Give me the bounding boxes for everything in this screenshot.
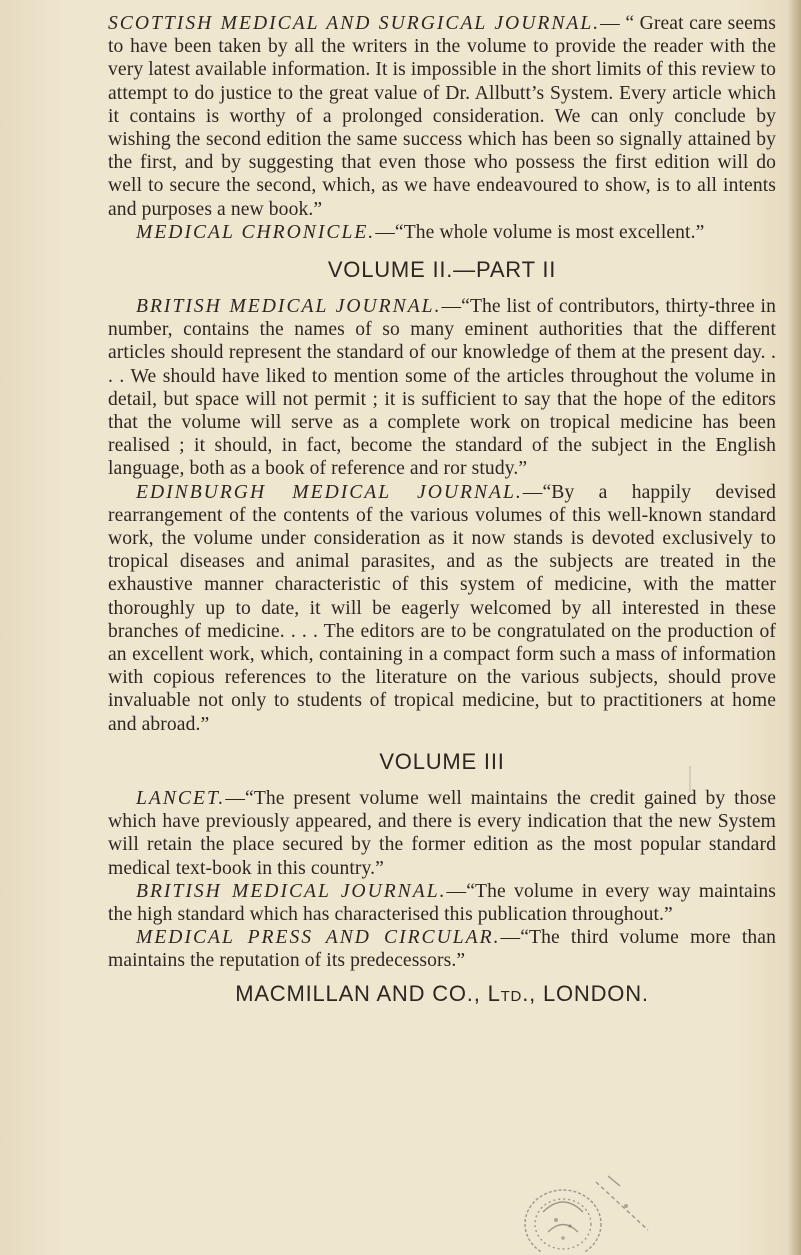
- review-paragraph: [108, 295, 776, 481]
- review-source: EDINBURGH MEDICAL JOURNAL.: [136, 481, 523, 503]
- review-quote: —“The list of contributors, thirty-three in number, contains the names of so many eminent authorities that the different articles should represent the standard of our knowledge of them at the present day. . . . We should have liked to mention some of the articles throughout the volume in detail, but space will not permit ; it is sufficient to say that the hope of the editors that the volume will serve as a complete work on tropical medicine has been realised ; it should, in fact, become the standard of the subject in the English language, both as a book of reference and ror study.”: [108, 296, 776, 480]
- review-paragraph: [108, 926, 776, 972]
- review-paragraph: [108, 12, 776, 221]
- publisher-ltd: Ltd.,: [487, 980, 537, 1006]
- document-body: [108, 12, 776, 1007]
- review-paragraph: [108, 481, 776, 736]
- volume-heading: VOLUME III: [379, 748, 505, 774]
- review-source: LANCET.: [136, 787, 226, 809]
- review-paragraph: [108, 880, 776, 926]
- review-quote: — “ Great care seems to have been taken by all the writers in the volume to provide the reader with the very latest available information. It is impossible in the short limits of this review to attempt to do justice to the great value of Dr. Allbutt’s System. Every article which it contains is worthy of a prolonged consideration. We can only conclude by wishing the second edition the same success which has been so signally attained by the first, and by suggesting that even those who possess the first edition will do well to secure the second, which, as we have endeavoured to show, is to all intents and purposes a new book.”: [108, 13, 776, 220]
- review-paragraph: [108, 221, 776, 244]
- review-quote: —“The third volume more than maintains the reputation of its predecessors.”: [108, 927, 776, 972]
- review-quote: —“The whole volume is most excellent.”: [375, 221, 705, 243]
- page-edge: [787, 0, 801, 1255]
- ink-mark: [685, 764, 695, 794]
- volume-heading: VOLUME II.—PART II: [327, 257, 557, 283]
- review-quote: —“The present volume well maintains the credit gained by those which have previously appeared, and there is every indication that the new System will retain the place secured by the former edition as the most popular standard medical text-book in this country.”: [108, 787, 776, 879]
- publisher-city: LONDON.: [542, 980, 649, 1006]
- review-source: BRITISH MEDICAL JOURNAL.: [136, 296, 442, 318]
- review-source: MEDICAL CHRONICLE.: [136, 221, 376, 243]
- review-source: SCOTTISH MEDICAL AND SURGICAL JOURNAL.: [108, 13, 601, 34]
- review-source: BRITISH MEDICAL JOURNAL.: [136, 880, 447, 902]
- publisher-imprint: [108, 981, 776, 1007]
- review-paragraph: [108, 787, 776, 880]
- review-source: MEDICAL PRESS AND CIRCULAR.: [136, 927, 501, 949]
- review-quote: —“The volume in every way maintains the high standard which has characterised this publication throughout.”: [108, 880, 776, 925]
- library-stamp-icon: [508, 1172, 658, 1252]
- review-quote: —“By a happily devised rearrangement of the contents of the various volumes of this well-known standard work, the volume under consideration as it now stands is devoted exclusively to tropical diseases and animal parasites, and as the subjects are treated in the exhaustive manner characteristic of this system of medicine, with the matter thoroughly up to date, it will be eagerly welcomed by all interested in these branches of medicine. . . . The editors are to be congratulated on the production of an excellent work, which, containing in a compact form such a mass of information with copious references to the literature on the various subjects, should prove invaluable not only to students of tropical medicine, but to practitioners at home and abroad.”: [108, 481, 776, 735]
- publisher-name: MACMILLAN AND CO.,: [235, 980, 481, 1006]
